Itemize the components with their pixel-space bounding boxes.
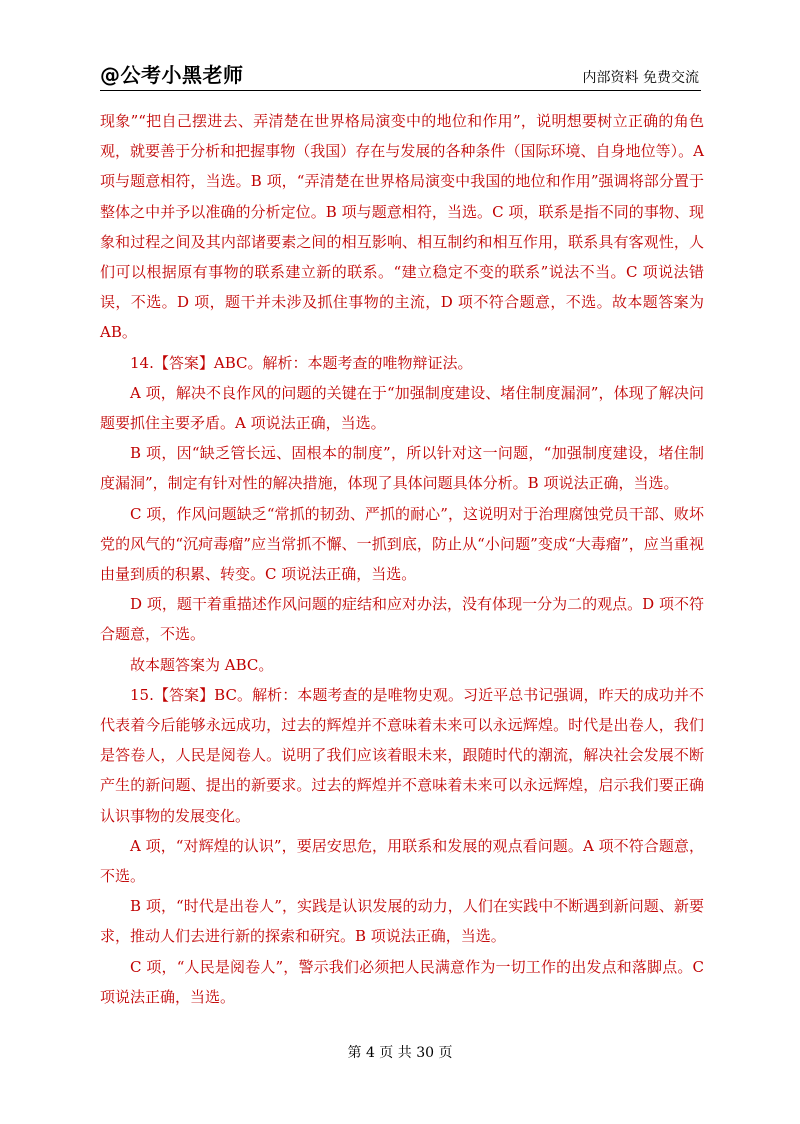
question-14-option-a: A 项，解决不良作风的问题的关键在于“加强制度建设、堵住制度漏洞”，体现了解决问题要抓住主要矛盾。A 项说法正确，当选。	[100, 383, 704, 433]
question-15-option-b: B 项，“时代是出卷人”，实践是认识发展的动力，人们在实践中不断遇到新问题、新要求，推动人们去进行新的探索和研究。B 项说法正确，当选。	[100, 897, 704, 946]
question-14-answer: 14.【答案】ABC。解析：本题考查的唯物辩证法。	[130, 353, 473, 372]
brand-title: @公考小黑老师	[100, 63, 244, 87]
question-15-option-c: C 项，“人民是阅卷人”，警示我们必须把人民满意作为一切工作的出发点和落脚点。C 项说法正确，当选。	[100, 957, 704, 1006]
header-tagline: 内部资料 免费交流	[582, 70, 699, 86]
question-14-option-c: C 项，作风问题缺乏“常抓的韧劲、严抓的耐心”，这说明对于治理腐蚀党员干部、败坏党的风气的“沉疴毒瘤”应当常抓不懈、一抓到底，防止从“小问题”变成“大毒瘤”，应当重视由量到质的积累、转变。C 项说法正确，当选。	[100, 504, 704, 584]
paragraph-continuation: 现象”“把自己摆进去、弄清楚在世界格局演变中的地位和作用”，说明想要树立正确的角色观，就要善于分析和把握事物（我国）存在与发展的各种条件（国际环境、自身地位等）。A 项与题意相符，当选。B 项，“弄清楚在世界格局演变中我国的地位和作用”强调将部分置于整体之中并予以准确的分析定位。B 项与题意相符，当选。C 项，联系是指不同的事物、现象和过程之间及其内部诸要素之间的相互影响、相互制约和相互作用，联系具有客观性，人们可以根据原有事物的联系建立新的联系。“建立稳定不变的联系”说法不当。C 项说法错误，不选。D 项，题干并未涉及抓住事物的主流，D 项不符合题意，不选。故本题答案为 AB。	[100, 112, 704, 342]
question-15-answer: 15.【答案】BC。解析：本题考查的是唯物史观。习近平总书记强调，昨天的成功并不代表着今后能够永远成功，过去的辉煌并不意味着未来可以永远辉煌。时代是出卷人，我们是答卷人，人民是阅卷人。说明了我们应该着眼未来，跟随时代的潮流，解决社会发展不断产生的新问题、提出的新要求。过去的辉煌并不意味着未来可以永远辉煌，启示我们要正确认识事物的发展变化。	[100, 685, 704, 825]
page-header	[100, 60, 701, 91]
question-14-option-b: B 项，因“缺乏管长远、固根本的制度”，所以针对这一问题，“加强制度建设，堵住制度漏洞”，制定有针对性的解决措施，体现了具体问题具体分析。B 项说法正确，当选。	[100, 444, 704, 493]
question-14-conclusion: 故本题答案为 ABC。	[130, 655, 274, 674]
question-14-option-d: D 项，题干着重描述作风问题的症结和应对办法，没有体现一分为二的观点。D 项不符合题意，不选。	[100, 595, 704, 644]
question-15-option-a: A 项，“对辉煌的认识”，要居安思危，用联系和发展的观点看问题。A 项不符合题意，不选。	[100, 836, 704, 886]
answer-explanation-body	[100, 106, 704, 1012]
page-number: 第 4 页 共 30 页	[347, 1045, 453, 1061]
